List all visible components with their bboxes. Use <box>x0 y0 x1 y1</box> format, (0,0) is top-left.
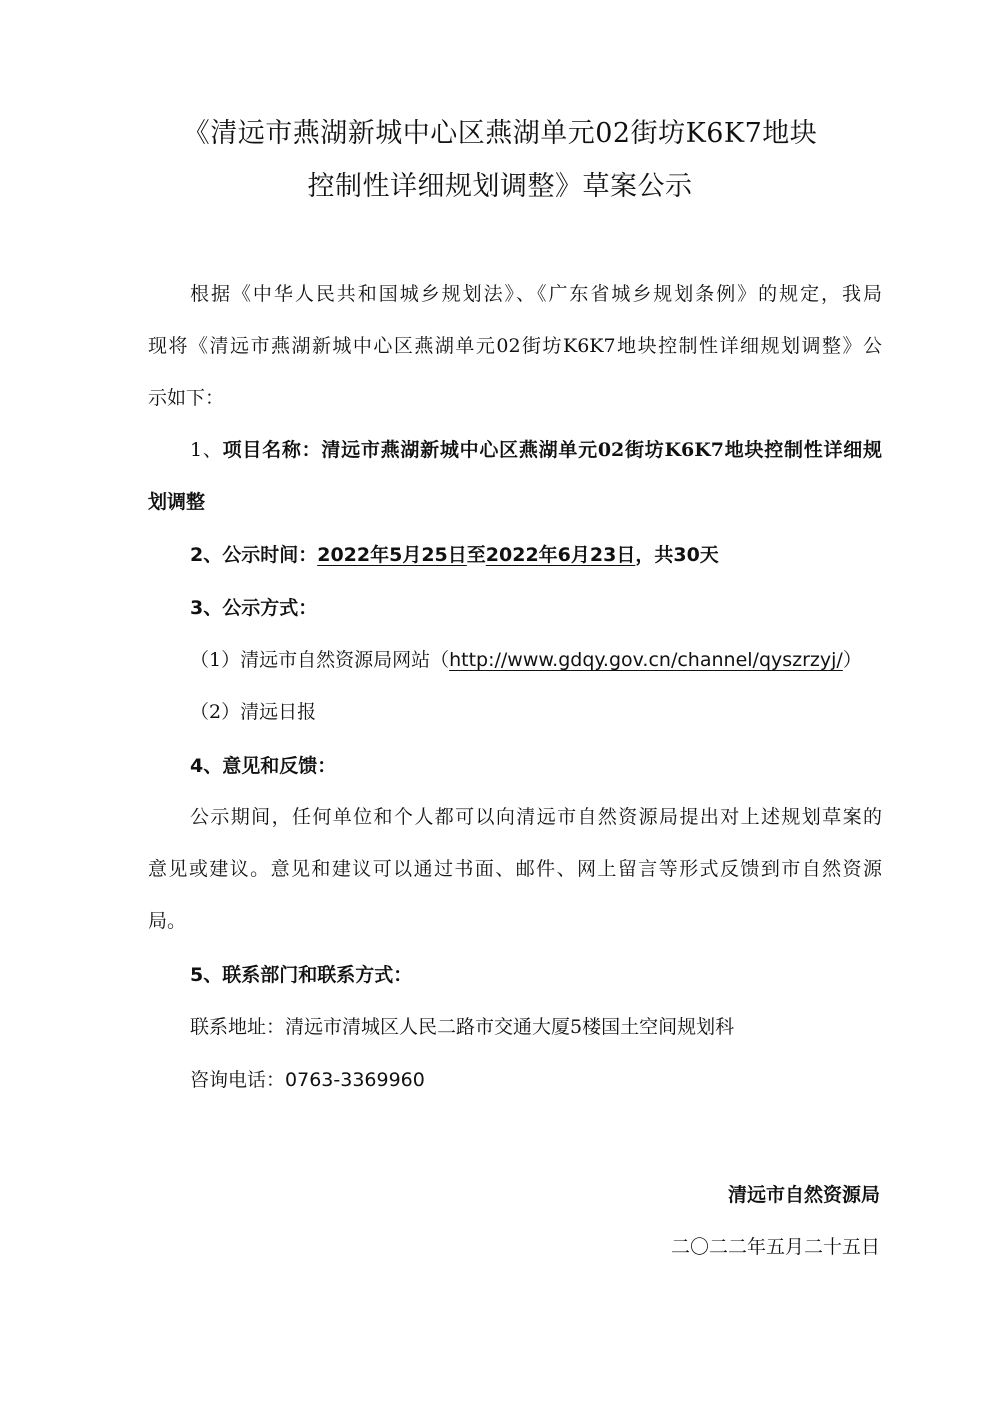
item3-method-2: （2）清远日报 <box>190 701 317 723</box>
signature-organization: 清远市自然资源局 <box>727 1184 880 1206</box>
document-title-line-1: 《清远市燕湖新城中心区燕湖单元02街坊K6K7地块 <box>182 118 818 149</box>
intro-text: 根据《中华人民共和国城乡规划法》、《广东省城乡规划条例》的规定，我局 <box>190 283 882 305</box>
document-title-line-2: 控制性详细规划调整》草案公示 <box>307 171 693 202</box>
item1-number: 1、 <box>190 439 223 461</box>
intro-paragraph-line-3: 示如下： <box>148 387 225 409</box>
website-link[interactable]: http://www.gdqy.gov.cn/channel/qyszrzyj/ <box>449 649 843 671</box>
intro-paragraph-line-1 <box>148 279 882 309</box>
intro-paragraph-line-2: 现将《清远市燕湖新城中心区燕湖单元02街坊K6K7地块控制性详细规划调整》公 <box>148 335 882 357</box>
item2-end-date: 2022年6月23日 <box>485 544 636 566</box>
item1-value-line-2: 划调整 <box>148 491 206 513</box>
item3-label: 3、公示方式： <box>190 597 318 619</box>
method1-prefix: （1）清远市自然资源局网站（ <box>190 649 450 671</box>
item1-value: 清远市燕湖新城中心区燕湖单元02街坊K6K7地块控制性详细规 <box>321 439 882 461</box>
item2-total: ，共30天 <box>635 544 719 566</box>
item4-paragraph-line-2: 意见或建议。意见和建议可以通过书面、邮件、网上留言等形式反馈到市自然资源 <box>148 858 882 880</box>
item2-to: 至 <box>466 544 486 566</box>
item3-method-1 <box>190 645 862 675</box>
item4-paragraph-line-1 <box>148 802 882 832</box>
item1-project-name <box>148 435 882 465</box>
method1-suffix: ） <box>842 649 862 671</box>
item4-text: 公示期间，任何单位和个人都可以向清远市自然资源局提出对上述规划草案的 <box>190 806 882 828</box>
item5-label: 5、联系部门和联系方式： <box>190 964 413 986</box>
item1-label: 项目名称： <box>222 439 322 461</box>
contact-phone <box>190 1065 425 1095</box>
contact-address: 联系地址：清远市清城区人民二路市交通大厦5楼国土空间规划科 <box>190 1016 735 1038</box>
signature-date: 二〇二二年五月二十五日 <box>670 1236 880 1258</box>
phone-number: 0763-3369960 <box>285 1069 425 1091</box>
item2-start-date: 2022年5月25日 <box>317 544 467 566</box>
item4-paragraph-line-3: 局。 <box>148 910 187 932</box>
item4-label: 4、意见和反馈： <box>190 755 337 777</box>
phone-label: 咨询电话： <box>190 1069 286 1091</box>
item2-publicity-time <box>190 540 719 570</box>
item2-label: 2、公示时间： <box>190 544 318 566</box>
